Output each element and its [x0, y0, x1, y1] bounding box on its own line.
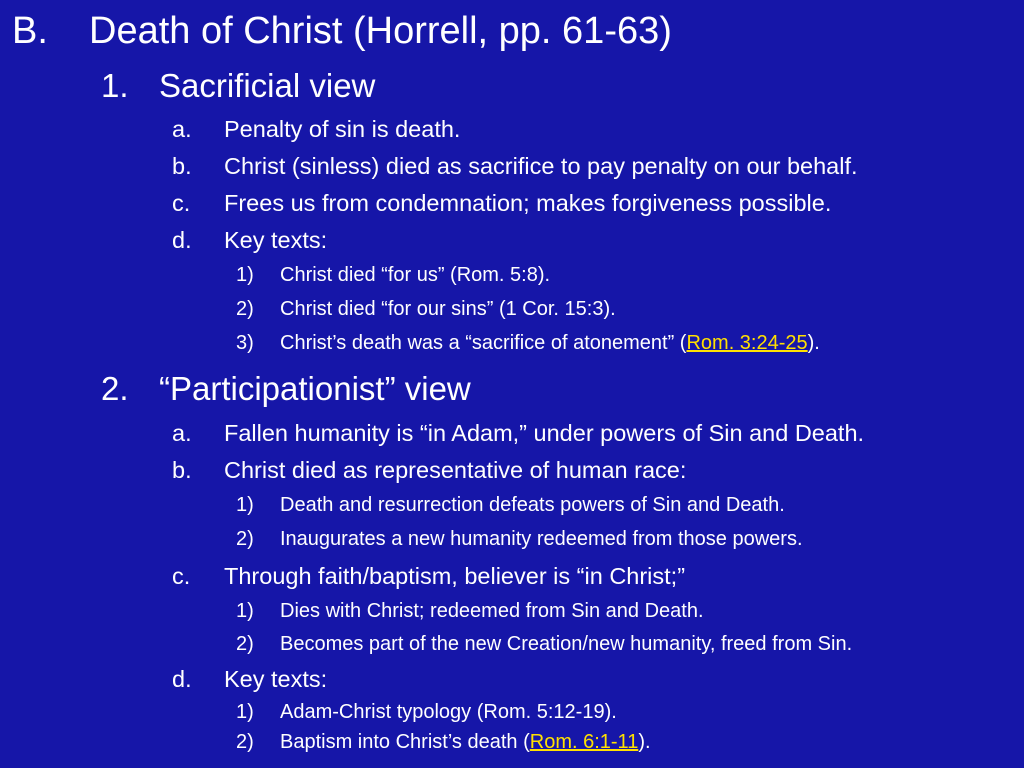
list-item-text: Fallen humanity is “in Adam,” under powers of Sin and Death. — [224, 420, 865, 446]
sub-list-item-text: Death and resurrection defeats powers of Sin and Death. — [280, 494, 785, 516]
sub-list-item-marker: 2) — [236, 633, 254, 655]
sub-list-item-text-pre: Christ’s death was a “sacrifice of atonement” ( — [280, 332, 687, 354]
section-marker: 1. — [101, 67, 129, 104]
sub-list-item-marker: 3) — [236, 332, 254, 354]
title-marker: B. — [12, 10, 48, 52]
list-item-text: Penalty of sin is death. — [224, 116, 461, 142]
list-item-text: Christ died as representative of human race: — [224, 457, 687, 483]
sub-list-item-marker: 2) — [236, 528, 254, 550]
list-item-marker: a. — [172, 116, 192, 142]
sub-list-item-marker: 1) — [236, 264, 254, 286]
list-item-text: Through faith/baptism, believer is “in Christ;” — [224, 563, 686, 589]
sub-list-item-marker: 1) — [236, 494, 254, 516]
sub-list-item-marker: 1) — [236, 600, 254, 622]
section-heading-text: Sacrificial view — [159, 67, 376, 104]
list-item-marker: c. — [172, 190, 191, 216]
sub-list-item-text: Christ died “for our sins” (1 Cor. 15:3). — [280, 298, 616, 320]
list-item-marker: c. — [172, 563, 191, 589]
list-item-text: Key texts: — [224, 227, 328, 253]
sub-list-item-text: Dies with Christ; redeemed from Sin and Death. — [280, 600, 704, 622]
section-heading-text: “Participationist” view — [159, 370, 471, 407]
list-item-text: Frees us from condemnation; makes forgiveness possible. — [224, 190, 832, 216]
list-item-marker: d. — [172, 227, 192, 253]
sub-list-item-text-post: ). — [638, 731, 651, 753]
sub-list-item-marker: 1) — [236, 701, 254, 723]
sub-list-item-marker: 2) — [236, 731, 254, 753]
list-item-marker: b. — [172, 153, 192, 179]
sub-list-item-text-post: ). — [807, 332, 820, 354]
list-item-marker: b. — [172, 457, 192, 483]
scripture-link-rom-6-1-11[interactable]: Rom. 6:1-11 — [529, 731, 639, 753]
section-marker: 2. — [101, 370, 129, 407]
scripture-link-rom-3-24-25[interactable]: Rom. 3:24-25 — [686, 332, 808, 354]
sub-list-item-text — [280, 732, 651, 752]
list-item-text: Christ (sinless) died as sacrifice to pay penalty on our behalf. — [224, 153, 858, 179]
sub-list-item-text: Adam-Christ typology (Rom. 5:12-19). — [280, 701, 617, 723]
list-item-text: Key texts: — [224, 666, 328, 692]
sub-list-item-text: Becomes part of the new Creation/new humanity, freed from Sin. — [280, 633, 853, 655]
sub-list-item-text-pre: Baptism into Christ’s death ( — [280, 731, 530, 753]
title-text: Death of Christ (Horrell, pp. 61-63) — [89, 10, 672, 52]
sub-list-item-text — [280, 333, 820, 353]
sub-list-item-text: Inaugurates a new humanity redeemed from those powers. — [280, 528, 803, 550]
sub-list-item-text: Christ died “for us” (Rom. 5:8). — [280, 264, 551, 286]
list-item-marker: a. — [172, 420, 192, 446]
list-item-marker: d. — [172, 666, 192, 692]
sub-list-item-marker: 2) — [236, 298, 254, 320]
